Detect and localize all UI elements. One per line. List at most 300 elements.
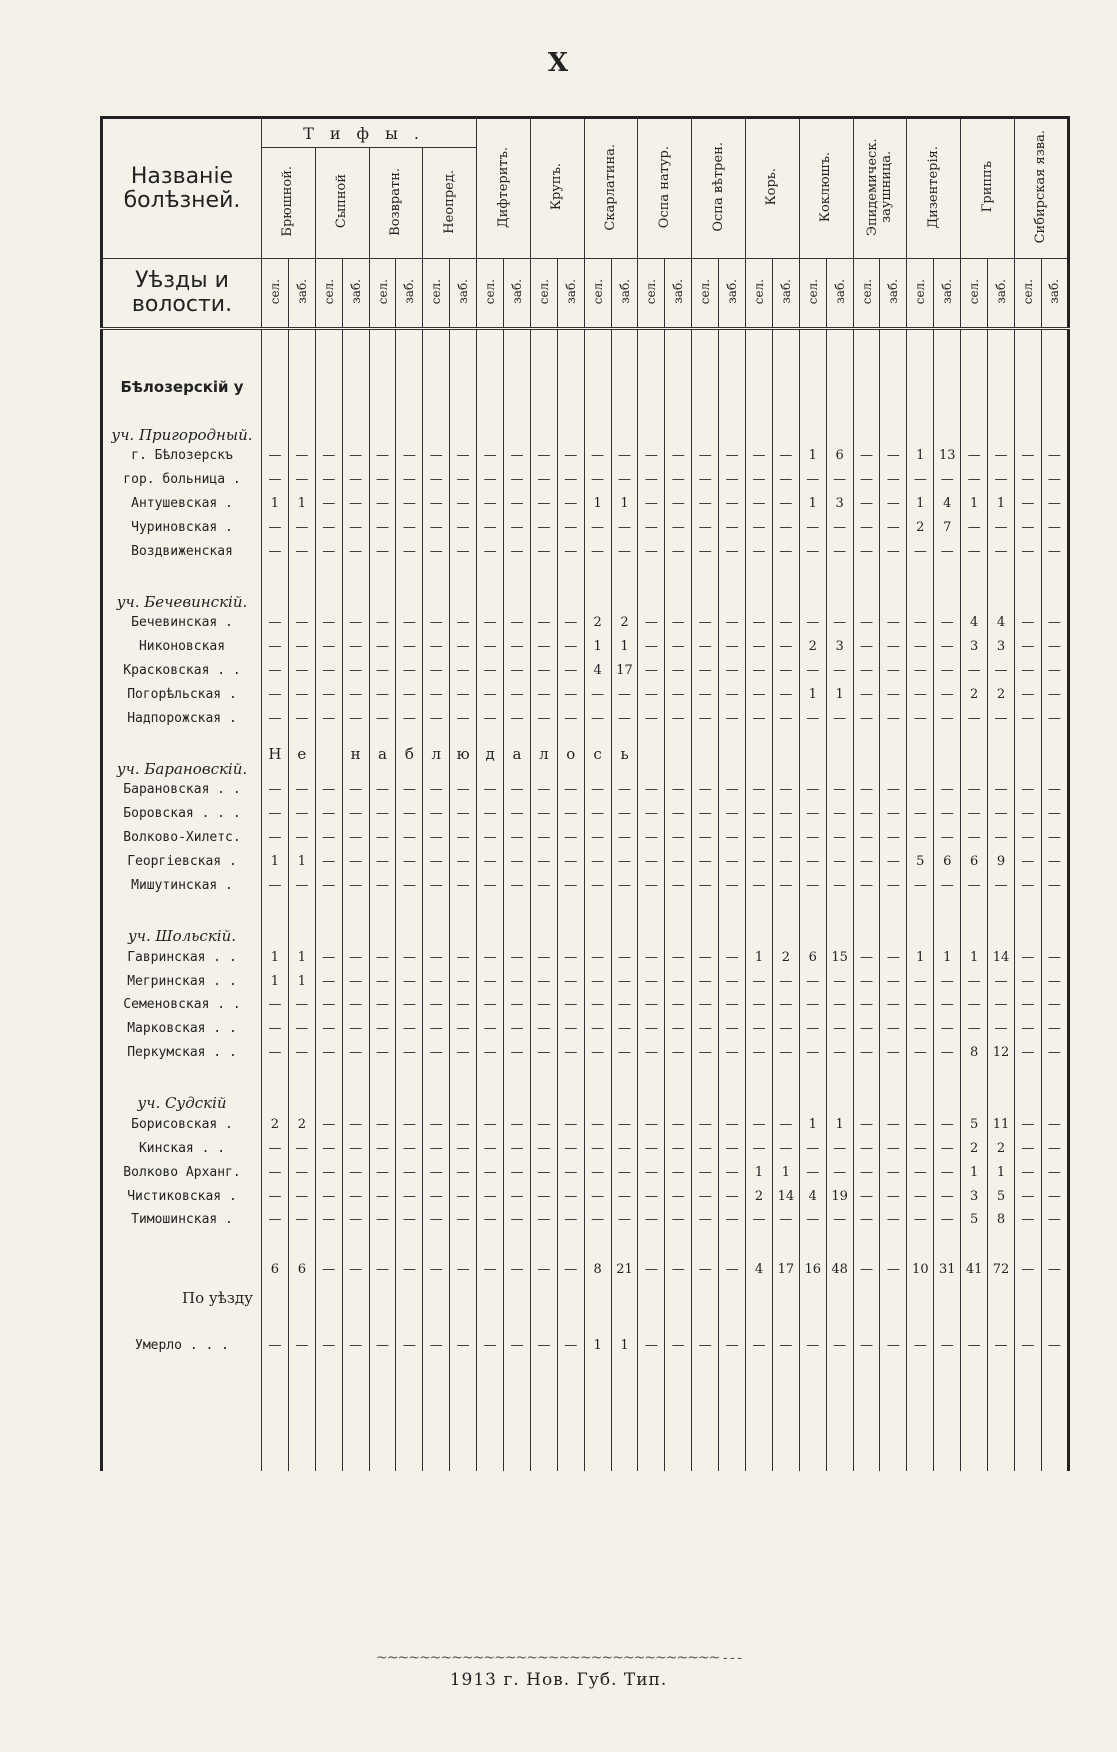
table-cell: — (638, 850, 665, 874)
table-cell: — (1014, 1232, 1041, 1307)
table-cell: — (450, 659, 477, 683)
table-cell: — (880, 539, 907, 563)
table-cell: — (288, 635, 315, 659)
table-cell: — (315, 635, 342, 659)
section-row (102, 1065, 1069, 1113)
table-cell: — (907, 826, 934, 850)
table-cell: — (396, 1232, 423, 1307)
table-cell: — (477, 969, 504, 993)
table-cell: — (907, 706, 934, 730)
table-cell: — (638, 1160, 665, 1184)
table-cell: — (611, 874, 638, 898)
table-cell: — (450, 1232, 477, 1307)
table-cell: — (934, 1112, 961, 1136)
table-cell: — (423, 1232, 450, 1307)
table-cell: — (423, 1160, 450, 1184)
table-cell: — (746, 491, 773, 515)
table-cell: — (315, 539, 342, 563)
table-cell: 2 (288, 1112, 315, 1136)
table-cell: — (477, 1112, 504, 1136)
table-cell: — (342, 539, 369, 563)
table-cell: — (880, 635, 907, 659)
table-cell: — (638, 491, 665, 515)
table-cell: — (477, 659, 504, 683)
table-cell: — (288, 1041, 315, 1065)
note-letter: ю (450, 730, 477, 778)
table-cell: — (746, 706, 773, 730)
table-cell: — (692, 1136, 719, 1160)
table-cell: — (853, 539, 880, 563)
table-cell: — (934, 1160, 961, 1184)
table-cell: — (557, 539, 584, 563)
table-cell: — (665, 1112, 692, 1136)
table-cell: — (423, 945, 450, 969)
table-cell: — (961, 802, 988, 826)
table-cell: — (504, 802, 531, 826)
table-cell: 1 (907, 444, 934, 468)
table-cell: — (342, 1136, 369, 1160)
table-cell: — (692, 993, 719, 1017)
table-cell: 4 (988, 611, 1015, 635)
table-cell: — (342, 993, 369, 1017)
table-cell: — (1041, 1017, 1068, 1041)
table-cell: — (772, 539, 799, 563)
table-cell: — (262, 467, 289, 491)
table-cell: — (826, 1041, 853, 1065)
table-cell: — (369, 515, 396, 539)
table-cell: — (826, 1208, 853, 1232)
table-cell: — (315, 659, 342, 683)
districts-label-2: волости. (131, 292, 233, 317)
table-cell: — (450, 1160, 477, 1184)
table-cell: — (665, 444, 692, 468)
table-cell: 1 (907, 491, 934, 515)
table-cell: — (665, 1232, 692, 1307)
table-cell: — (1041, 1307, 1068, 1382)
table-cell: — (880, 778, 907, 802)
villages-subheader: сел. (423, 259, 450, 329)
table-cell: — (853, 1017, 880, 1041)
disease-header: Оспа вѣтрен. (692, 118, 746, 259)
table-cell: — (907, 539, 934, 563)
disease-header: Дизентерія. (907, 118, 961, 259)
table-cell: — (369, 1136, 396, 1160)
table-cell: — (934, 467, 961, 491)
table-cell: — (853, 1160, 880, 1184)
table-cell: — (504, 969, 531, 993)
table-cell: — (853, 515, 880, 539)
table-cell: — (665, 611, 692, 635)
table-cell: — (557, 1184, 584, 1208)
table-cell: — (423, 969, 450, 993)
row-label: Гавринская . . (102, 945, 262, 969)
table-cell: — (423, 444, 450, 468)
table-cell: 1 (288, 969, 315, 993)
table-cell: — (692, 659, 719, 683)
row-label: уч. Судскій (102, 1065, 262, 1113)
table-cell: — (369, 539, 396, 563)
table-cell: — (1041, 1208, 1068, 1232)
table-cell: — (746, 969, 773, 993)
table-cell: — (988, 706, 1015, 730)
table-cell: — (692, 491, 719, 515)
table-cell: — (746, 659, 773, 683)
table-cell: — (423, 802, 450, 826)
table-cell: — (961, 993, 988, 1017)
table-cell: — (1014, 993, 1041, 1017)
table-cell: — (907, 611, 934, 635)
table-cell: 8 (584, 1232, 611, 1307)
table-cell: — (369, 1307, 396, 1382)
table-cell: — (772, 826, 799, 850)
table-cell: — (934, 1017, 961, 1041)
table-cell: — (342, 1041, 369, 1065)
table-cell: — (262, 1208, 289, 1232)
row-label: Волково Арханг. (102, 1160, 262, 1184)
table-cell: — (746, 1017, 773, 1041)
table-cell: — (719, 778, 746, 802)
table-row (102, 467, 1069, 491)
table-row (102, 1017, 1069, 1041)
table-cell: — (799, 1041, 826, 1065)
table-cell: — (288, 515, 315, 539)
table-cell: 2 (799, 635, 826, 659)
table-cell: — (934, 874, 961, 898)
table-cell: — (450, 539, 477, 563)
disease-names-label-2: болѣзней. (123, 187, 241, 213)
table-cell: — (369, 635, 396, 659)
table-cell: — (530, 969, 557, 993)
table-cell: 1 (584, 491, 611, 515)
table-cell: — (826, 1136, 853, 1160)
table-cell: — (880, 1232, 907, 1307)
table-cell: — (396, 850, 423, 874)
table-cell: 5 (961, 1208, 988, 1232)
table-cell: — (369, 611, 396, 635)
table-cell: — (315, 1017, 342, 1041)
table-cell: — (880, 802, 907, 826)
header-separator (102, 329, 1069, 341)
cases-subheader: заб. (665, 259, 692, 329)
table-cell: — (907, 993, 934, 1017)
table-cell: — (262, 1041, 289, 1065)
table-cell: — (907, 1160, 934, 1184)
table-cell: — (584, 969, 611, 993)
table-cell: — (907, 778, 934, 802)
table-cell: — (288, 444, 315, 468)
note-letter: б (396, 730, 423, 778)
table-cell: — (557, 993, 584, 1017)
table-cell: — (692, 539, 719, 563)
table-cell: 1 (988, 1160, 1015, 1184)
table-cell: — (584, 1160, 611, 1184)
table-cell: — (396, 993, 423, 1017)
villages-subheader: сел. (262, 259, 289, 329)
table-cell: — (907, 659, 934, 683)
note-letter: с (584, 730, 611, 778)
table-cell: — (799, 706, 826, 730)
table-cell: — (826, 874, 853, 898)
table-cell: — (504, 945, 531, 969)
row-label: Воздвиженская (102, 539, 262, 563)
table-cell: — (342, 1160, 369, 1184)
table-cell: 2 (988, 1136, 1015, 1160)
table-cell: — (611, 802, 638, 826)
table-cell: — (396, 778, 423, 802)
table-cell: — (396, 1160, 423, 1184)
section-row (102, 396, 1069, 444)
table-cell: — (1041, 682, 1068, 706)
table-cell: — (611, 778, 638, 802)
table-cell: — (772, 1307, 799, 1382)
table-cell: — (665, 969, 692, 993)
table-cell: — (638, 778, 665, 802)
table-row (102, 778, 1069, 802)
cases-subheader: заб. (504, 259, 531, 329)
table-cell: — (907, 1112, 934, 1136)
table-cell: — (692, 802, 719, 826)
table-cell: — (504, 1041, 531, 1065)
table-cell: — (772, 993, 799, 1017)
table-row (102, 1136, 1069, 1160)
table-cell: — (396, 515, 423, 539)
table-cell: — (450, 1041, 477, 1065)
table-cell: — (369, 778, 396, 802)
table-cell: — (665, 467, 692, 491)
disease-header: Крупъ. (530, 118, 584, 259)
table-cell: — (315, 1041, 342, 1065)
table-cell: — (1014, 444, 1041, 468)
table-cell: — (530, 850, 557, 874)
table-cell: — (396, 659, 423, 683)
table-cell: — (1041, 1041, 1068, 1065)
table-cell: — (423, 635, 450, 659)
villages-subheader: сел. (799, 259, 826, 329)
table-cell: — (880, 706, 907, 730)
table-cell: — (638, 802, 665, 826)
table-cell: — (342, 874, 369, 898)
table-cell: — (1041, 515, 1068, 539)
table-cell: — (288, 826, 315, 850)
table-cell: — (665, 1160, 692, 1184)
table-cell: 6 (288, 1232, 315, 1307)
table-cell: — (638, 1307, 665, 1382)
table-cell: — (665, 659, 692, 683)
table-cell: — (450, 993, 477, 1017)
table-cell: — (477, 1307, 504, 1382)
table-cell: — (423, 515, 450, 539)
table-cell: — (584, 1017, 611, 1041)
cases-subheader: заб. (880, 259, 907, 329)
table-cell: — (611, 945, 638, 969)
table-cell: — (423, 1017, 450, 1041)
table-cell: — (961, 659, 988, 683)
table-cell: — (557, 945, 584, 969)
table-cell: — (611, 1041, 638, 1065)
table-cell: 2 (961, 1136, 988, 1160)
table-cell: — (315, 802, 342, 826)
table-cell: — (477, 1208, 504, 1232)
table-cell: 1 (611, 635, 638, 659)
table-cell: — (988, 802, 1015, 826)
table-cell: 1 (288, 850, 315, 874)
table-cell: — (315, 1112, 342, 1136)
table-cell: — (988, 778, 1015, 802)
cases-subheader: заб. (288, 259, 315, 329)
table-row (102, 826, 1069, 850)
table-cell: — (1014, 635, 1041, 659)
table-cell: 2 (584, 611, 611, 635)
table-cell: — (504, 1232, 531, 1307)
table-cell: 1 (746, 1160, 773, 1184)
table-cell: — (719, 850, 746, 874)
table-cell: — (504, 659, 531, 683)
disease-statistics-table (100, 116, 1070, 1471)
table-cell: — (1014, 1160, 1041, 1184)
table-cell: — (530, 1017, 557, 1041)
table-cell: — (423, 1136, 450, 1160)
table-cell: — (611, 1112, 638, 1136)
table-cell: — (638, 659, 665, 683)
cases-subheader: заб. (826, 259, 853, 329)
table-cell: — (665, 1041, 692, 1065)
table-cell: — (288, 1307, 315, 1382)
table-cell: — (584, 1112, 611, 1136)
table-cell: — (423, 659, 450, 683)
table-cell: — (396, 826, 423, 850)
table-cell: — (746, 1112, 773, 1136)
table-cell: — (477, 515, 504, 539)
table-cell: — (557, 1160, 584, 1184)
row-label: Мишутинская . (102, 874, 262, 898)
table-cell: — (1014, 802, 1041, 826)
cases-subheader: заб. (719, 259, 746, 329)
table-cell: — (638, 1041, 665, 1065)
table-cell: — (477, 1136, 504, 1160)
table-cell: — (853, 1112, 880, 1136)
table-cell: — (934, 802, 961, 826)
table-cell: — (369, 706, 396, 730)
table-cell: — (880, 850, 907, 874)
table-cell: 6 (799, 945, 826, 969)
table-cell: — (746, 826, 773, 850)
table-cell: — (746, 874, 773, 898)
table-cell: — (262, 635, 289, 659)
disease-header: Эпидемическ. заушница. (853, 118, 907, 259)
table-cell: — (665, 635, 692, 659)
villages-subheader: сел. (477, 259, 504, 329)
table-cell: — (315, 467, 342, 491)
table-cell: 2 (988, 682, 1015, 706)
table-cell: — (719, 1136, 746, 1160)
table-cell: — (772, 682, 799, 706)
row-label: Красковская . . (102, 659, 262, 683)
table-cell: — (369, 850, 396, 874)
table-cell: — (665, 945, 692, 969)
table-cell: — (315, 1208, 342, 1232)
cases-subheader: заб. (342, 259, 369, 329)
table-cell: — (262, 706, 289, 730)
villages-subheader: сел. (961, 259, 988, 329)
table-cell: — (342, 682, 369, 706)
table-cell: — (288, 1136, 315, 1160)
table-cell: — (530, 682, 557, 706)
table-cell: — (961, 778, 988, 802)
table-cell: — (504, 539, 531, 563)
villages-subheader: сел. (530, 259, 557, 329)
table-cell: 1 (262, 945, 289, 969)
table-cell: — (1041, 993, 1068, 1017)
table-cell: — (665, 802, 692, 826)
table-cell: — (746, 539, 773, 563)
table-cell: — (880, 969, 907, 993)
table-cell: — (288, 706, 315, 730)
table-cell: — (988, 444, 1015, 468)
table-cell: — (530, 491, 557, 515)
table-cell: — (907, 635, 934, 659)
table-cell: — (504, 467, 531, 491)
disease-header: Возвратн. (369, 148, 423, 259)
table-cell: — (665, 1208, 692, 1232)
table-cell: — (611, 467, 638, 491)
table-cell: — (1041, 1112, 1068, 1136)
villages-subheader: сел. (692, 259, 719, 329)
table-cell: — (342, 1184, 369, 1208)
table-cell: — (665, 1017, 692, 1041)
section-row (102, 897, 1069, 945)
table-cell: — (772, 850, 799, 874)
table-cell: — (557, 1307, 584, 1382)
table-cell: — (1041, 802, 1068, 826)
table-cell: — (530, 1136, 557, 1160)
table-cell: — (611, 826, 638, 850)
table-cell: — (611, 1208, 638, 1232)
table-cell: — (262, 778, 289, 802)
table-cell: — (853, 1307, 880, 1382)
table-cell: — (961, 444, 988, 468)
table-cell: — (1014, 1307, 1041, 1382)
table-cell: — (611, 1160, 638, 1184)
table-cell: — (315, 515, 342, 539)
table-cell: — (880, 1112, 907, 1136)
table-cell: — (746, 515, 773, 539)
row-label: г. Бѣлозерскъ (102, 444, 262, 468)
note-letter: а (369, 730, 396, 778)
table-cell: — (799, 969, 826, 993)
table-cell: — (826, 659, 853, 683)
table-cell: — (1014, 945, 1041, 969)
table-cell: — (342, 515, 369, 539)
table-cell: — (1041, 969, 1068, 993)
row-label: гор. больница . (102, 467, 262, 491)
table-cell: — (584, 1208, 611, 1232)
table-cell: — (477, 1017, 504, 1041)
table-cell: — (450, 1208, 477, 1232)
table-cell: — (799, 1160, 826, 1184)
table-cell: — (450, 1112, 477, 1136)
table-cell: 1 (611, 1307, 638, 1382)
page-number: X (547, 48, 570, 78)
table-cell: — (1014, 1041, 1041, 1065)
table-cell: — (719, 444, 746, 468)
table-cell: — (638, 706, 665, 730)
note-letter: а (504, 730, 531, 778)
table-cell: — (853, 826, 880, 850)
table-cell: — (450, 635, 477, 659)
table-cell: — (799, 993, 826, 1017)
typhus-group-header: Тифы. (262, 118, 477, 148)
table-row (102, 611, 1069, 635)
